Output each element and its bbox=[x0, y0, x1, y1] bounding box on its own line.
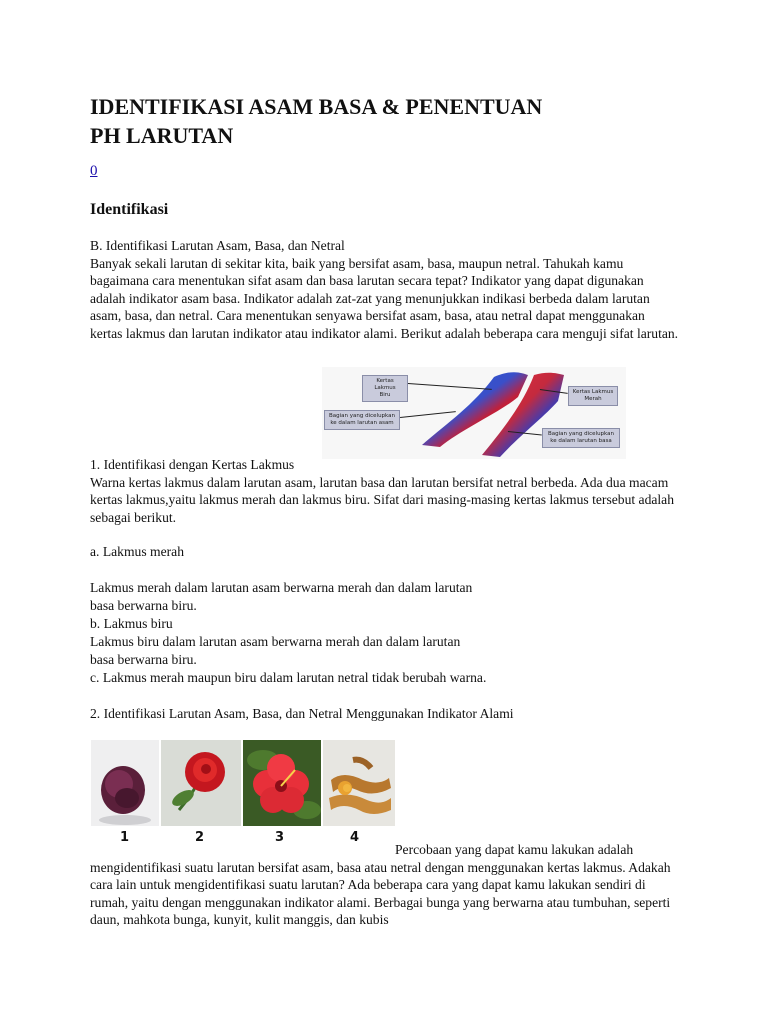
page-title: IDENTIFIKASI ASAM BASA & PENENTUAN PH LARUTAN bbox=[90, 94, 543, 148]
heading-2: 2. Identifikasi Larutan Asam, Basa, dan Netral Menggunakan Indikator Alami bbox=[90, 706, 514, 721]
lakmus-paragraph: Warna kertas lakmus dalam larutan asam, larutan basa dan larutan bersifat netral berbeda. Ada dua macam kertas lakmus,yaitu lakmus merah dan lakmus biru. Sifat dari masing-masing kertas lakmus tersebut adalah sebagai berikut. bbox=[90, 474, 675, 525]
subheading-b: B. Identifikasi Larutan Asam, Basa, dan Netral bbox=[90, 238, 345, 253]
final-paragraph: Percobaan yang dapat kamu lakukan adalah mengidentifikasi suatu larutan bersifat asam, basa atau netral dengan menggunakan kertas lakmus. Adakah cara lain untuk mengidentifikasi suatu larutan? Ada beberapa cara yang dapat kamu lakukan sendiri di rumah, yaitu dengan menggunakan indikator alami. Berbagai bunga yang berwarna atau tumbuhan, seperti daun, mahkota bunga, kunyit, kulit manggis, dan kubis bbox=[90, 842, 671, 928]
intro-block bbox=[90, 237, 680, 343]
item-a-line1: Lakmus merah dalam larutan asam berwarna merah dan dalam larutan bbox=[90, 580, 473, 595]
item-b-label: b. Lakmus biru bbox=[90, 616, 173, 631]
red-rose-image bbox=[161, 740, 241, 826]
item-b-line1: Lakmus biru dalam larutan asam berwarna merah dan dalam larutan bbox=[90, 634, 461, 649]
photo-number-3: 3 bbox=[275, 830, 285, 845]
intro-paragraph: Banyak sekali larutan di sekitar kita, baik yang bersifat asam, basa, maupun netral. Tahukah kamu bagaimana cara menentukan sifat asam dan basa larutan secara tepat? Indikator yang dapat digunakan adalah indikator asam basa. Indikator adalah zat-zat yang menunjukkan indikasi berbeda dalam larutan asam, basa, dan netral. Cara menentukan senyawa bersifat asam, basa, atau netral dapat menggunakan kertas lakmus dan larutan indikator atau indikator alami. Berikut adalah beberapa cara menguji sifat larutan. bbox=[90, 255, 679, 341]
acid-dipped-label: Bagian yang dicelupkan ke dalam larutan asam bbox=[324, 410, 400, 430]
item-a-line2: basa berwarna biru. bbox=[90, 598, 197, 613]
heading-1: 1. Identifikasi dengan Kertas Lakmus bbox=[90, 457, 295, 472]
blue-litmus-label: Kertas Lakmus Biru bbox=[362, 375, 408, 402]
comment-count-link[interactable]: 0 bbox=[90, 163, 98, 179]
photo-number-1: 1 bbox=[120, 830, 130, 845]
section-heading: Identifikasi bbox=[90, 201, 169, 218]
base-dipped-label: Bagian yang dicelupkan ke dalam larutan basa bbox=[542, 428, 620, 448]
photo-number-2: 2 bbox=[195, 830, 205, 845]
item-b-line2: basa berwarna biru. bbox=[90, 652, 197, 667]
item-a-label: a. Lakmus merah bbox=[90, 544, 184, 559]
red-litmus-label: Kertas Lakmus Merah bbox=[568, 386, 618, 406]
red-hibiscus-image bbox=[243, 740, 321, 826]
photo-number-4: 4 bbox=[350, 830, 360, 845]
litmus-paper-figure bbox=[322, 367, 626, 459]
lakmus-block bbox=[90, 456, 680, 526]
purple-cabbage-image bbox=[91, 740, 159, 826]
item-c: c. Lakmus merah maupun biru dalam larutan netral tidak berubah warna. bbox=[90, 670, 487, 685]
turmeric-image bbox=[323, 740, 395, 826]
